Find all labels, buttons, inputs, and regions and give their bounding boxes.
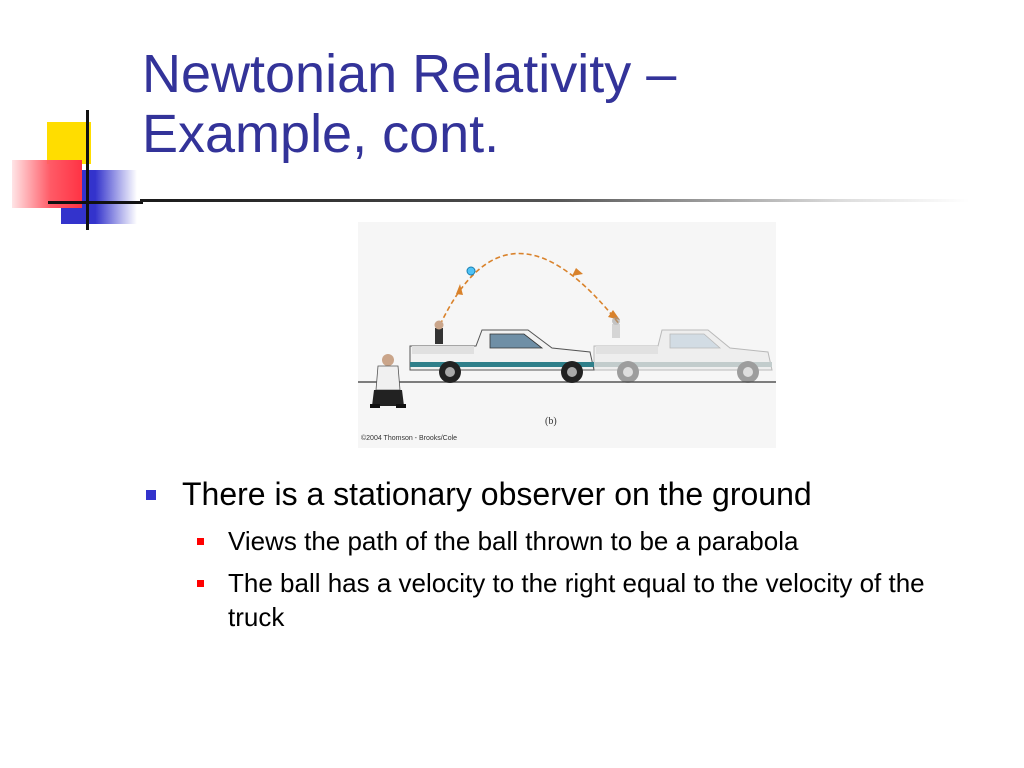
truck-later-position [594, 317, 772, 383]
title-line-2: Example, cont. [142, 104, 500, 164]
corner-decoration [0, 100, 150, 230]
sub-bullet-1-text: Views the path of the ball thrown to be a parabola [228, 526, 799, 556]
bullet-main [146, 474, 1006, 514]
sub-bullet-2 [192, 566, 968, 634]
bullet-square-icon [146, 490, 156, 500]
figure-credit: ©2004 Thomson - Brooks/Cole [361, 435, 458, 442]
figure-panel-label: (b) [545, 416, 557, 427]
ball [467, 267, 475, 275]
truck-ball-illustration [358, 222, 776, 448]
vertical-line-decoration [86, 110, 89, 230]
sub-bullet-2-text: The ball has a velocity to the right equal to the velocity of the truck [228, 568, 925, 632]
stationary-observer [370, 354, 406, 408]
sub-bullet-1 [192, 524, 968, 558]
arrow-up-left [456, 284, 463, 295]
title-line-1: Newtonian Relativity – [142, 44, 677, 104]
physics-figure [358, 222, 776, 448]
bullet-main-text: There is a stationary observer on the ground [182, 476, 812, 512]
arrow-top [572, 268, 583, 276]
yellow-square-decoration [47, 122, 91, 164]
bullet-list [146, 474, 1006, 642]
ball-trajectory [440, 254, 620, 326]
horizontal-line-decoration [48, 201, 143, 204]
bullet-square-icon [197, 580, 204, 587]
title-underline [140, 199, 970, 202]
slide-title [142, 44, 982, 164]
bullet-square-icon [197, 538, 204, 545]
truck-initial-position [410, 321, 594, 384]
